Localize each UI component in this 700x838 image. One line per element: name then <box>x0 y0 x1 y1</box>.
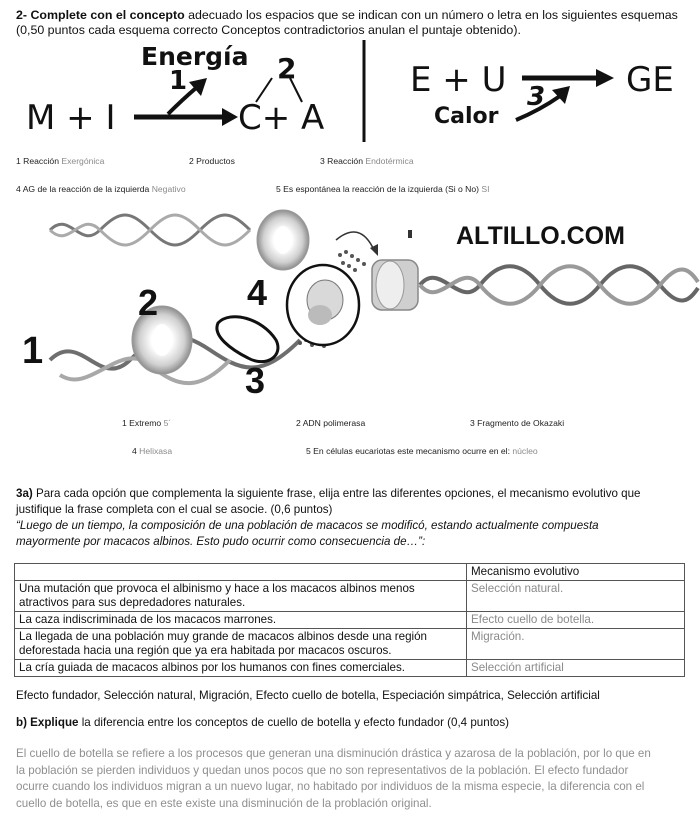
answer-4-value: Negativo <box>151 184 186 194</box>
table-row <box>15 581 685 612</box>
scheme2-number-3: 3 <box>527 82 546 112</box>
figure-answer-3 <box>470 418 564 428</box>
watermark: ALTILLO.COM <box>456 222 625 250</box>
table-row <box>15 660 685 677</box>
figure-number-4: 4 <box>247 272 268 313</box>
scheme1-reactants: M + I <box>26 98 116 138</box>
answer-5 <box>276 184 490 194</box>
figure-answer-1-value: 5´ <box>163 418 172 428</box>
table-cell-mechanism: Selección artificial <box>467 660 685 677</box>
answer-b-line2: la población se pierden individuos y quedan unos pocos que no son representativos de la población. El efecto fundador <box>16 763 629 777</box>
scheme2-products: GE <box>626 60 674 100</box>
direction-arrow <box>336 232 374 250</box>
question-3a-line2: justifique la frase completa con el cual se asocie. (0,6 puntos) <box>16 503 333 516</box>
figure-answer-4-value: Helixasa <box>139 446 173 456</box>
question-2-bold: 2- Complete con el concepto <box>16 8 185 22</box>
table-header-empty <box>15 564 467 581</box>
scheme2-reactants: E + U <box>410 60 507 100</box>
answer-b-line4: cuello de botella, es que en este existe una disminución de la problación original. <box>16 796 432 810</box>
table-header-mechanism: Mecanismo evolutivo <box>467 564 685 581</box>
table-row <box>15 612 685 629</box>
scheme1-number-1: 1 <box>169 66 188 96</box>
table-header-row <box>15 564 685 581</box>
question-3b-prefix: b) Explique <box>16 716 79 729</box>
table-cell-mechanism: Migración. <box>467 629 685 660</box>
scheme1-number-2: 2 <box>277 52 297 85</box>
table-cell-cause: La cría guiada de macacos albinos por los humanos con fines comerciales. <box>15 660 467 677</box>
answer-4-label: 4 AG de la reacción de la izquierda <box>16 184 150 194</box>
answer-2 <box>189 156 235 166</box>
question-3a-line1: Para cada opción que complementa la siguiente frase, elija entre las diferentes opciones, el mecanismo evolutivo que <box>32 487 641 500</box>
helicase-ring <box>372 230 418 310</box>
figure-answer-1 <box>122 418 171 428</box>
upper-left-strand <box>50 215 250 245</box>
question-3b-text: la diferencia entre los conceptos de cuello de botella y efecto fundador (0,4 puntos) <box>78 716 510 729</box>
answer-3-value: Endotérmica <box>365 156 414 166</box>
answer-b-line1: El cuello de botella se refiere a los procesos que generan una disminución drástica y azarosa de la población, por lo que en <box>16 747 651 760</box>
options-list: Efecto fundador, Selección natural, Migración, Efecto cuello de botella, Especiación simpátrica, Selección artificial <box>16 689 600 702</box>
question-3a <box>16 486 688 550</box>
scheme-arrows <box>0 0 700 160</box>
question-2-line2: (0,50 puntos cada esquema correcto Conceptos contradictorios anulan el puntaje obtenido). <box>16 23 521 37</box>
heat-label: Calor <box>434 104 499 129</box>
answer-b-line3: ocurre cuando los individuos migran a un nuevo lugar, no habitado por individuos de la misma especie, la diferencia con el <box>16 780 645 793</box>
table-cell-mechanism: Selección natural. <box>467 581 685 612</box>
okazaki-fragment-outline <box>217 317 278 362</box>
table-cell-cause: Una mutación que provoca el albinismo y hace a los macacos albinos menos atractivos para sus depredadores naturales. <box>15 581 467 612</box>
answer-4 <box>16 184 186 194</box>
scheme1-reaction-arrow <box>134 108 238 126</box>
figure-number-3: 3 <box>245 360 266 401</box>
figure-answer-4 <box>132 446 172 456</box>
question-3a-quote2: mayormente por macacos albinos. Esto pudo ocurrir como consecuencia de…”: <box>16 535 426 548</box>
figure-answer-1-label: 1 Extremo <box>122 418 162 428</box>
figure-answer-2 <box>296 418 365 428</box>
table-cell-mechanism: Efecto cuello de botella. <box>467 612 685 629</box>
figure-answer-2-label: 2 ADN polimerasa <box>296 418 366 428</box>
table-row <box>15 629 685 660</box>
figure-answer-3-label: 3 Fragmento de Okazaki <box>470 418 565 428</box>
answer-5-value: SI <box>481 184 490 194</box>
question-3a-quote1: “Luego de un tiempo, la composición de una población de macacos se modificó, estando actualmente compuesta <box>16 519 599 532</box>
top-polymerase <box>257 210 309 270</box>
figure-answer-4-label: 4 <box>132 446 137 456</box>
answer-1-value: Exergónica <box>61 156 105 166</box>
helicase-circle-callout <box>287 265 359 345</box>
table-cell-cause: La llegada de una población muy grande de macacos albinos desde una región deforestada hacia una región que ya era habitada por macacos oscuros. <box>15 629 467 660</box>
question-3b <box>16 715 509 731</box>
table-cell-cause: La caza indiscriminada de los macacos marrones. <box>15 612 467 629</box>
answer-1 <box>16 156 104 166</box>
mechanism-table <box>14 563 685 677</box>
scheme1-branch <box>256 78 302 102</box>
figure-number-2: 2 <box>138 282 159 323</box>
figure-number-1: 1 <box>22 330 44 372</box>
figure-answer-5-value: núcleo <box>512 446 538 456</box>
answer-1-label: 1 Reacción <box>16 156 59 166</box>
answer-5-label: 5 Es espontánea la reacción de la izquierda (Si o No) <box>276 184 480 194</box>
answer-b <box>16 746 688 812</box>
question-3a-prefix: 3a) <box>16 487 33 500</box>
energy-label: Energía <box>141 42 249 71</box>
figure-answer-5 <box>306 446 538 456</box>
parental-double-helix <box>420 266 698 304</box>
scheme1-energy-arrow <box>168 78 207 114</box>
answer-2-label: 2 Productos <box>189 156 235 166</box>
scheme1-products: C+ A <box>238 98 325 138</box>
answer-3 <box>320 156 414 166</box>
figure-answer-5-label: 5 En células eucariotas este mecanismo ocurre en el: <box>306 446 510 456</box>
answer-3-label: 3 Reacción <box>320 156 363 166</box>
question-2-text: adecuado los espacios que se indican con un número o letra en los siguientes esquemas <box>184 8 678 22</box>
